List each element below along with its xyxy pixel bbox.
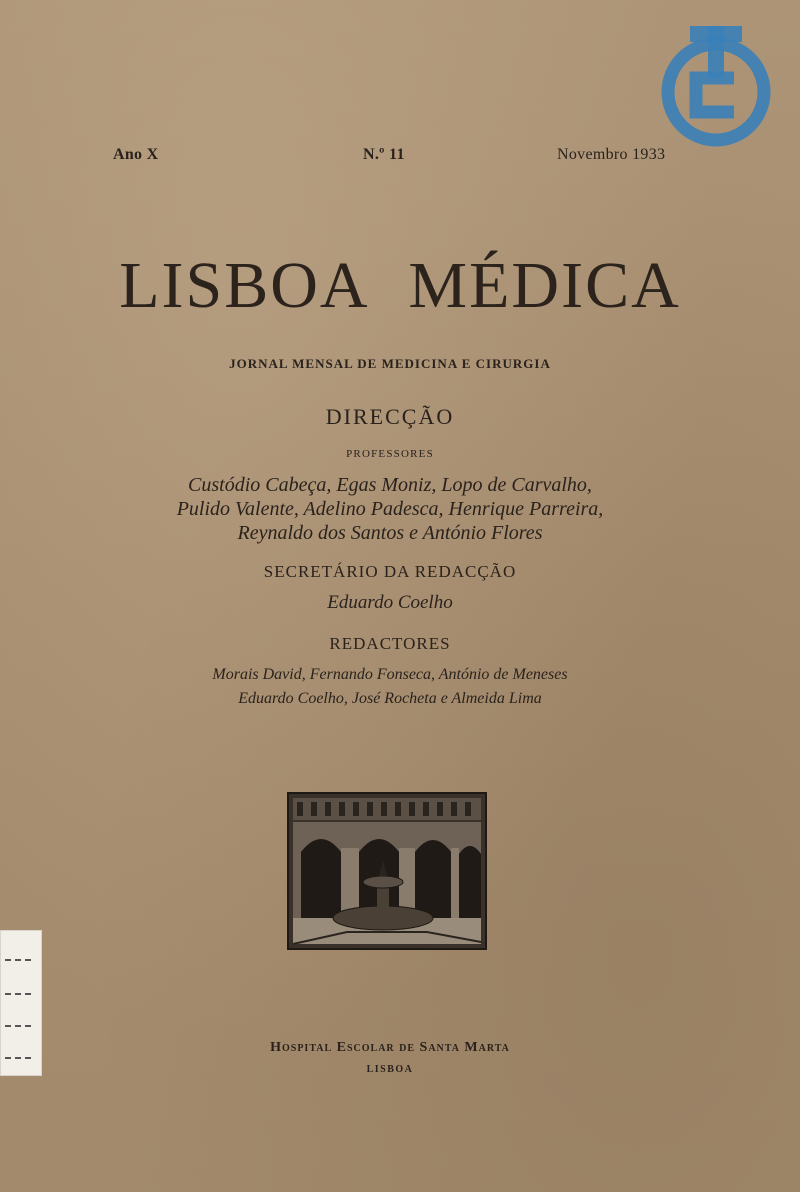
library-stamp-icon [656, 22, 776, 152]
editor-names-line: Morais David, Fernando Fonseca, António de Meneses [212, 666, 568, 683]
editors-heading: REDACTORES [329, 634, 451, 653]
journal-subtitle: JORNAL MENSAL DE MEDICINA E CIRURGIA [229, 356, 551, 371]
issue-date: Novembro 1933 [557, 146, 666, 163]
secretary-heading: SECRETÁRIO DA REDACÇÃO [263, 562, 517, 581]
journal-title: LISBOA MÉDICA [119, 249, 681, 322]
editor-names-line: Eduardo Coelho, José Rocheta e Almeida Lima [238, 690, 542, 707]
cloister-fountain-woodcut [287, 792, 487, 950]
professor-names-line: Reynaldo dos Santos e António Flores [237, 522, 543, 544]
publisher-city: LISBOA [366, 1064, 414, 1075]
professor-names-line: Pulido Valente, Adelino Padesca, Henrique Parreira, [176, 498, 604, 520]
issue-number: N.º 11 [363, 146, 405, 163]
professor-names-line: Custódio Cabeça, Egas Moniz, Lopo de Carvalho, [188, 474, 592, 496]
volume-year: Ano X [113, 146, 159, 163]
barcode-label [0, 930, 42, 1076]
publisher-name: Hospital Escolar de Santa Marta [270, 1040, 510, 1055]
direction-heading: DIRECÇÃO [325, 404, 455, 429]
secretary-name: Eduardo Coelho [327, 592, 453, 613]
professors-label: PROFESSORES [346, 448, 434, 460]
